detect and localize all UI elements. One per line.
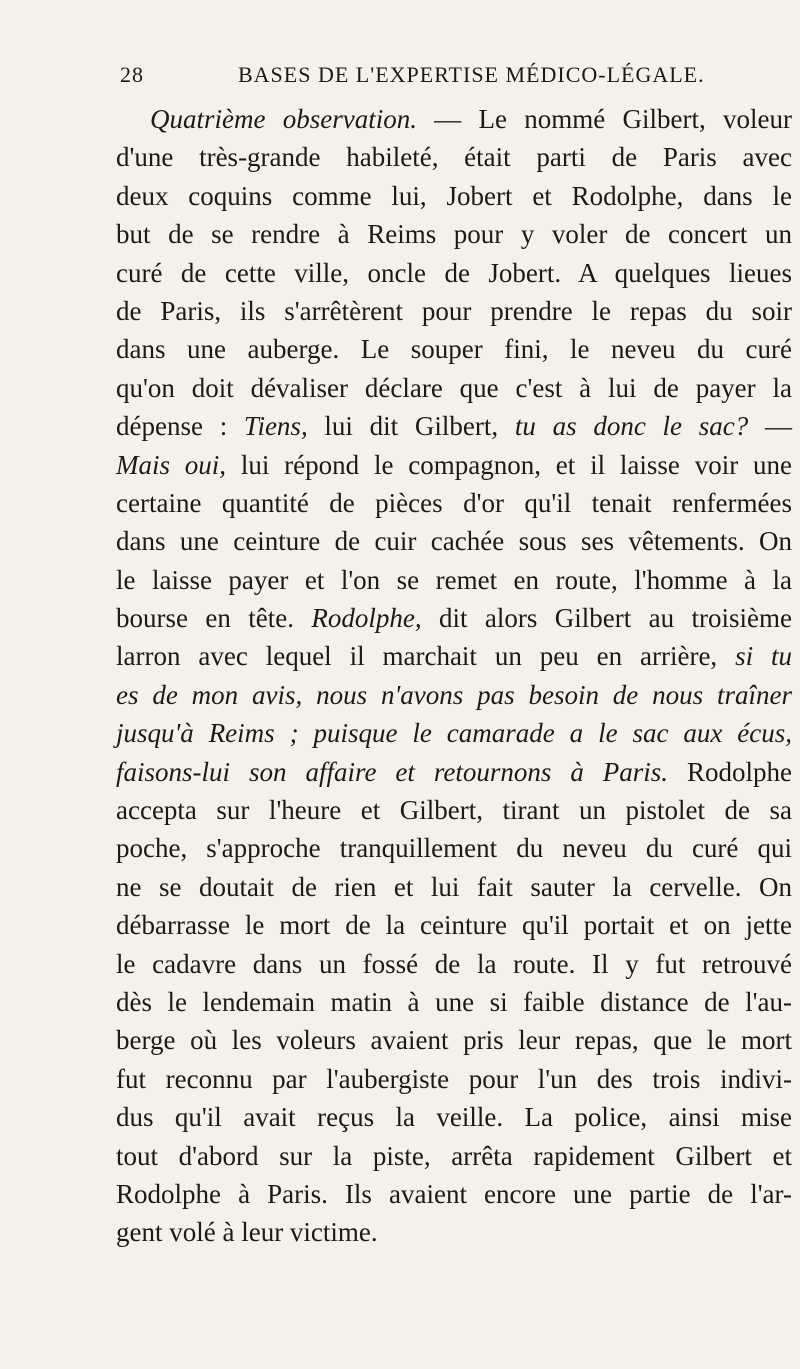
running-head: BASES DE L'EXPERTISE MÉDICO-LÉGALE. xyxy=(238,62,705,87)
italic-phrase: Mais oui, xyxy=(116,449,227,480)
text-line: d'une très-grande habileté, était parti de Paris avec xyxy=(116,142,792,173)
text-line: berge où les voleurs avaient pris leur repas, que le mort xyxy=(116,1025,792,1056)
text-line: gent volé à leur victime. xyxy=(116,1217,378,1248)
text-line xyxy=(116,676,792,714)
text-run: dépense : xyxy=(116,411,244,442)
text-line: qu'on doit dévaliser déclare que c'est à lui de payer la xyxy=(116,372,792,403)
text-line: poche, s'approche tranquillement du neveu du curé qui xyxy=(116,833,792,864)
text-line: Rodolphe à Paris. Ils avaient encore une partie de l'ar- xyxy=(116,1178,792,1209)
text-line: fut reconnu par l'aubergiste pour l'un des trois indivi- xyxy=(116,1063,792,1094)
text-line xyxy=(116,407,792,445)
text-run: Rodolphe xyxy=(668,756,793,787)
italic-phrase: Quatrième observation. xyxy=(150,104,417,134)
text-run: — xyxy=(748,411,792,442)
italic-phrase: Rodolphe, xyxy=(311,603,422,634)
text-line: de Paris, ils s'arrêtèrent pour prendre le repas du soir xyxy=(116,295,792,326)
text-line xyxy=(116,753,792,791)
page-header xyxy=(120,62,760,92)
text-line: deux coquins comme lui, Jobert et Rodolphe, dans le xyxy=(116,180,792,211)
text-line: dans une auberge. Le souper fini, le neveu du curé xyxy=(116,334,792,365)
italic-phrase: es de mon avis, nous n'avons pas besoin de nous traîner xyxy=(116,679,792,710)
text-line: le laisse payer et l'on se remet en route, l'homme à la xyxy=(116,564,792,595)
text-line xyxy=(116,637,792,675)
italic-phrase: jusqu'à Reims ; puisque le camarade a le sac aux écus, xyxy=(116,718,792,749)
text-run: larron avec lequel il marchait un peu en arrière, xyxy=(116,641,736,672)
page-number: 28 xyxy=(120,62,144,87)
text-run: lui répond le compagnon, et il laisse voir une xyxy=(226,449,792,480)
text-line: accepta sur l'heure et Gilbert, tirant un pistolet de sa xyxy=(116,795,792,826)
text-line xyxy=(116,714,792,752)
text-run: lui dit Gilbert, xyxy=(307,411,515,442)
text-line: dès le lendemain matin à une si faible distance de l'au- xyxy=(116,986,792,1017)
text-run: bourse en tête. xyxy=(116,603,312,634)
text-line: certaine quantité de pièces d'or qu'il tenait renfermées xyxy=(116,487,792,518)
italic-phrase: Tiens, xyxy=(243,411,308,442)
text-line: dus qu'il avait reçus la veille. La police, ainsi mise xyxy=(116,1102,792,1133)
text-run: — Le nommé Gilbert, voleur xyxy=(416,104,792,134)
text-line xyxy=(116,446,792,484)
text-line xyxy=(116,599,792,637)
body-paragraph xyxy=(116,100,792,1252)
italic-phrase: tu as donc le sac? xyxy=(514,411,749,442)
italic-phrase: si tu xyxy=(735,641,792,672)
text-line: curé de cette ville, oncle de Jobert. A quelques lieues xyxy=(116,257,792,288)
text-line: le cadavre dans un fossé de la route. Il y fut retrouvé xyxy=(116,948,792,979)
text-line: but de se rendre à Reims pour y voler de concert un xyxy=(116,219,792,250)
italic-phrase: faisons-lui son affaire et retournons à Paris. xyxy=(116,756,669,787)
text-line: tout d'abord sur la piste, arrêta rapidement Gilbert et xyxy=(116,1140,792,1171)
text-line: ne se doutait de rien et lui fait sauter la cervelle. On xyxy=(116,871,792,902)
text-line xyxy=(116,100,792,138)
text-line: débarrasse le mort de la ceinture qu'il portait et on jette xyxy=(116,910,792,941)
text-run: dit alors Gilbert au troisième xyxy=(421,603,793,634)
text-line: dans une ceinture de cuir cachée sous ses vêtements. On xyxy=(116,526,792,557)
